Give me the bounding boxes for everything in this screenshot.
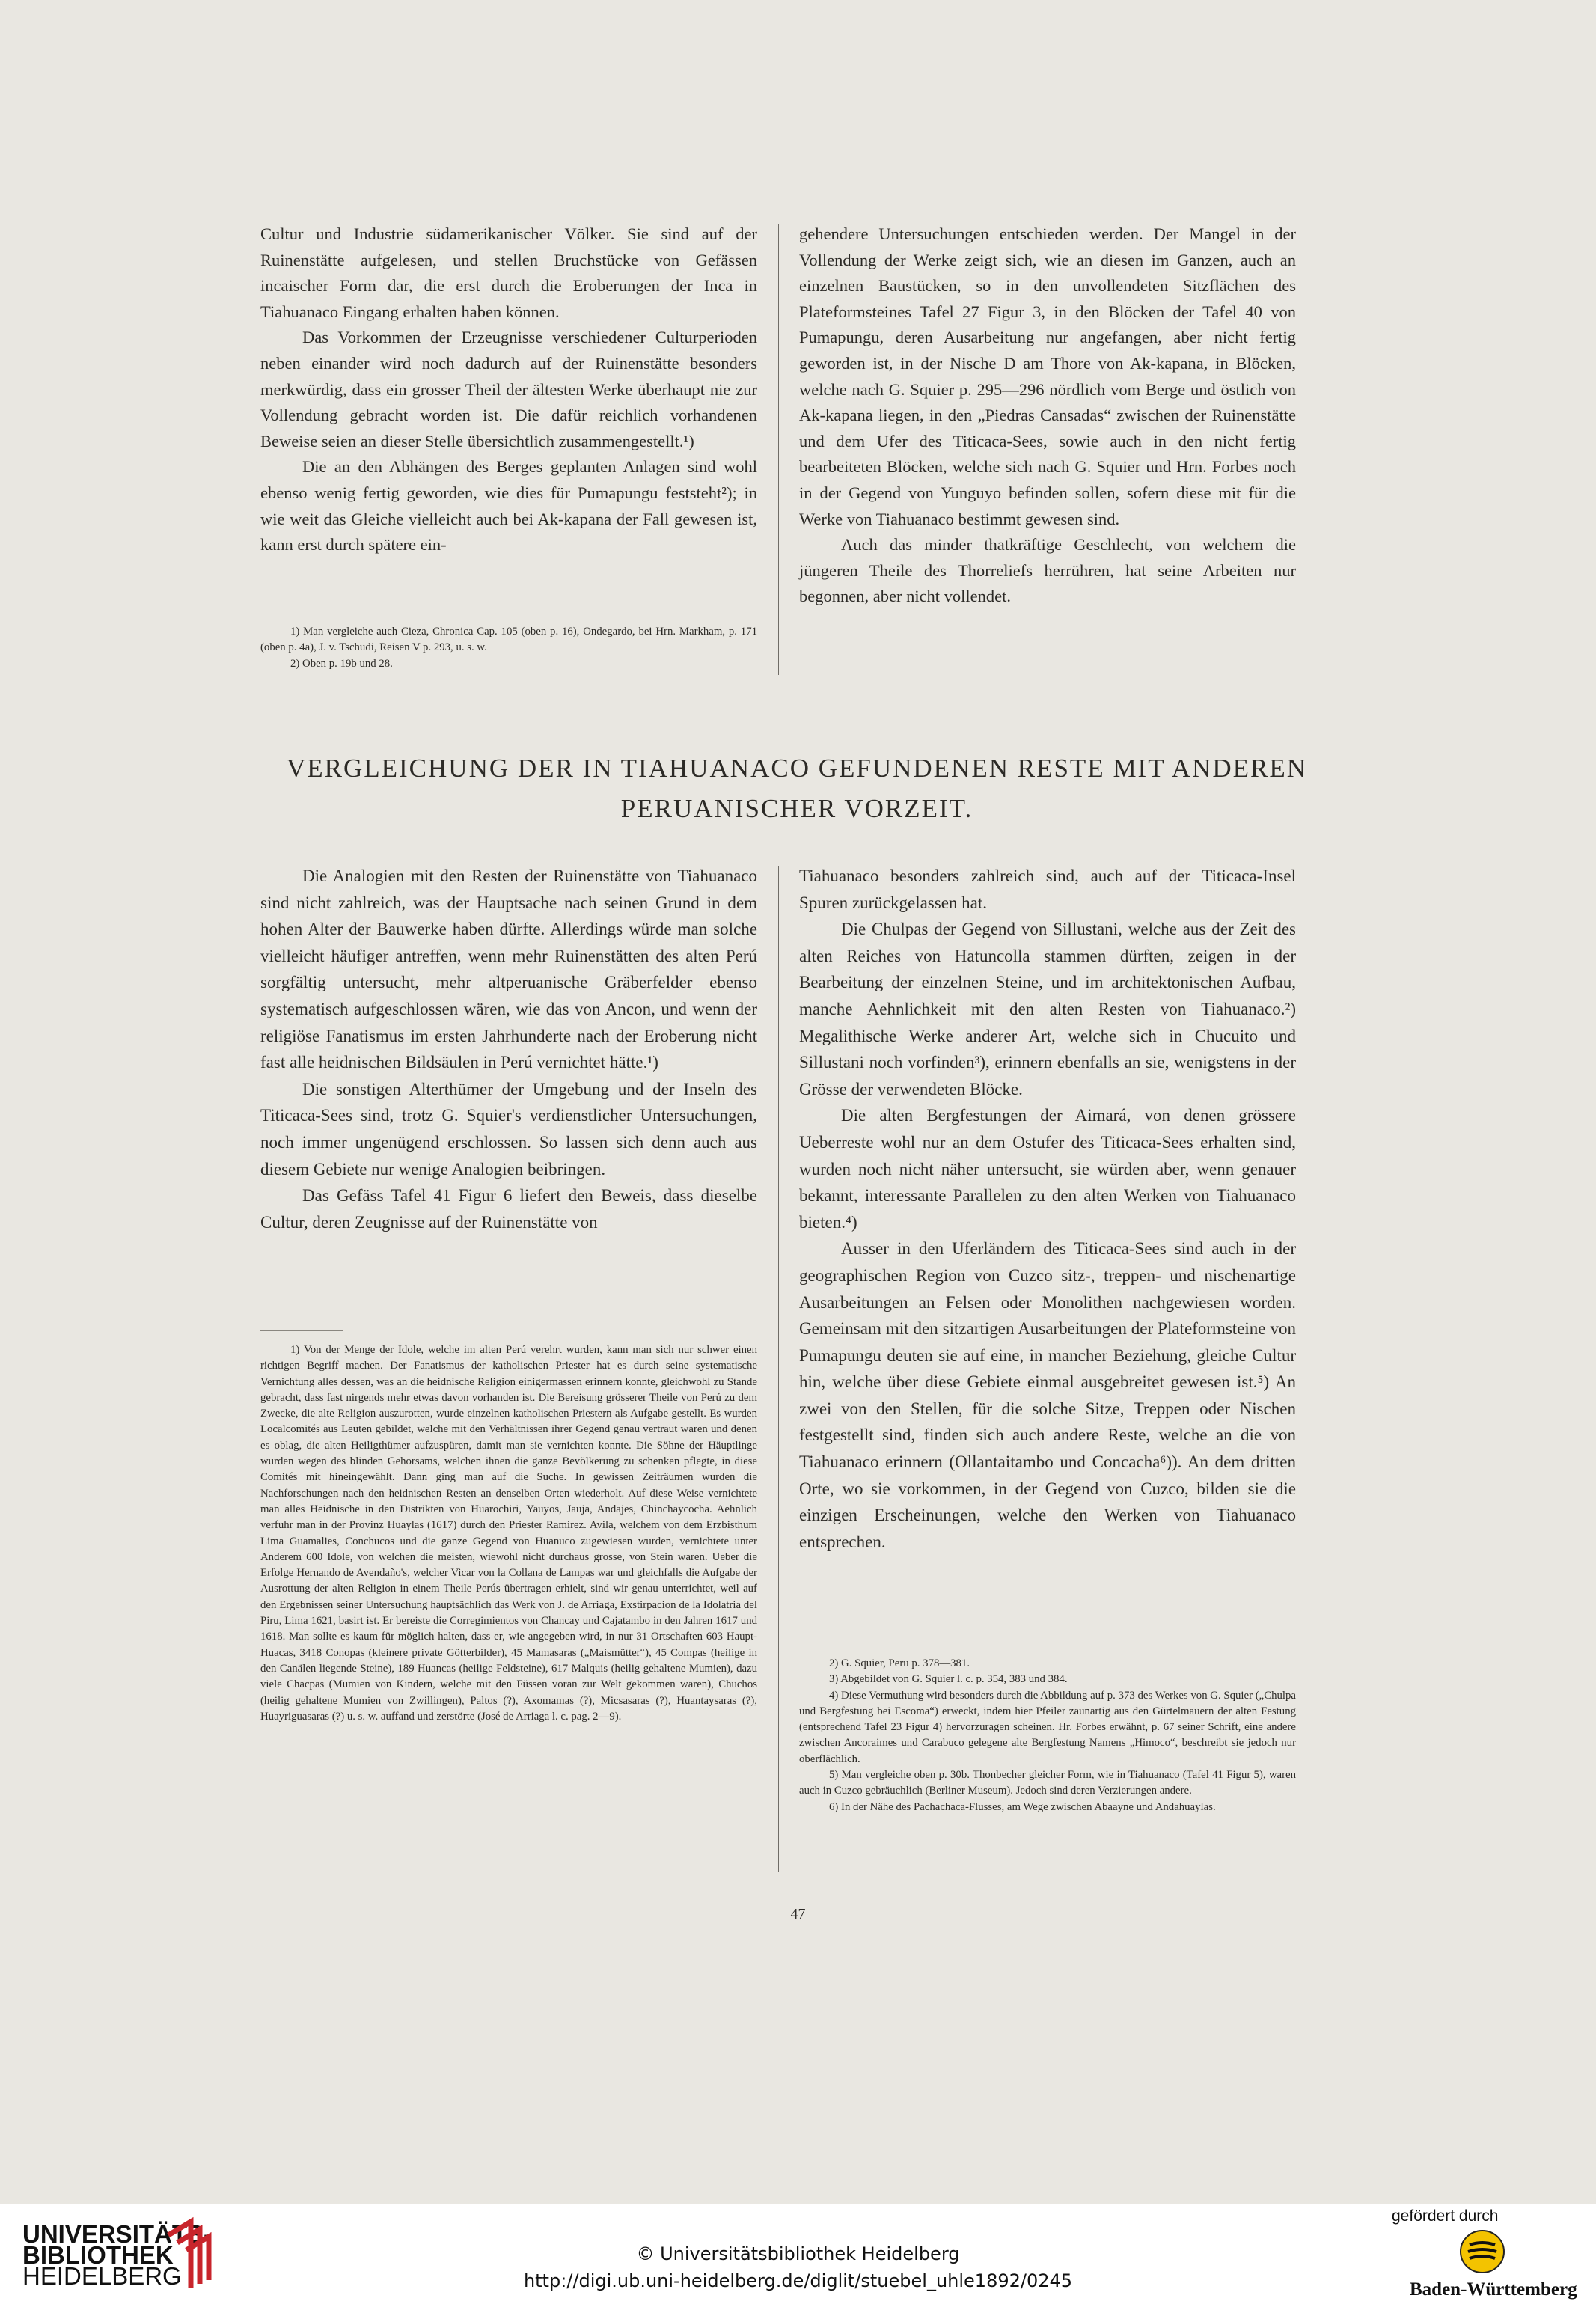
footnote: 5) Man vergleiche oben p. 30b. Thonbecher gleicher Form, wie in Tiahuanaco (Tafel 41 Figur 5), waren auch in Cuzco gebräuchlich (Berliner Museum). Jedoch sind deren Verzierungen andere.: [799, 1769, 1296, 1797]
funded-by-label: gefördert durch: [1392, 2207, 1499, 2225]
permalink-url[interactable]: http://digi.ub.uni-heidelberg.de/diglit/stuebel_uhle1892/0245: [523, 2270, 1073, 2291]
footnote-rule: [260, 1330, 343, 1331]
library-name-line: UNIVERSITÄTS-: [22, 2220, 213, 2248]
heading-line: VERGLEICHUNG DER IN TIAHUANACO GEFUNDENEN RESTE MIT ANDEREN: [286, 754, 1307, 783]
bottom-right-footnotes: [799, 1656, 1296, 1815]
bottom-left-column: [260, 863, 757, 1235]
column-separator: [778, 224, 779, 675]
top-left-column: [260, 221, 757, 558]
column-separator: [778, 866, 779, 1872]
paragraph: Die Analogien mit den Resten der Ruinenstätte von Tiahuanaco sind nicht zahlreich, was der Hauptsache nach seinen Grund in dem hohen Alter der Bauwerke haben dürfte. Allerdings würde man solche vielleicht häufiger antreffen, wenn mehr Ruinenstätten des alten Perú sorgfältig untersucht, mehr altperuanische Gräberfelder ebenso systematisch aufgeschlossen wären, wie das von Ancon, und wenn der religiöse Fanatismus im ersten Jahrhunderte nach der Eroberung nicht fast alle heidnischen Bildsäulen in Perú vernichtet hätte.¹): [260, 867, 757, 1072]
paragraph: Cultur und Industrie südamerikanischer Völker. Sie sind auf der Ruinenstätte aufgelesen, und stellen Bruchstücke von Gefässen incaischer Form dar, die erst durch die Eroberungen der Inca in Tiahuanaco Eingang erhalten haben können.: [260, 224, 757, 321]
footnote: 6) In der Nähe des Pachachaca-Flusses, am Wege zwischen Abaayne und Andahuaylas.: [829, 1800, 1216, 1813]
paragraph: Ausser in den Uferländern des Titicaca-Sees sind auch in der geographischen Region von Cuzco sitz-, treppen- und nischenartige Ausarbeitungen an Felsen oder Monolithen nachgewiesen worden. Gemeinsam mit den sitzartigen Ausarbeitungen der Plateformsteine von Pumapungu deuten sie auf eine, in mancher Beziehung, gleiche Cultur hin, welche über diese Gebiete einmal ausgebreitet gewesen ist.⁵) An zwei von den Stellen, für die solche Sitze, Treppen oder Nischen festgestellt sind, finden sich auch andere Reste, welche an die von Tiahuanaco erinnern (Ollantaitambo und Concacha⁶)). An dem dritten Orte, wo sie vorkommen, in der Gegend von Cuzco, bilden sie die einzigen Erscheinungen, welche den Werken von Tiahuanaco entsprechen.: [799, 1239, 1296, 1551]
paragraph: Das Gefäss Tafel 41 Figur 6 liefert den Beweis, dass dieselbe Cultur, deren Zeugnisse auf der Ruinenstätte von: [260, 1186, 757, 1232]
state-crest-icon: [1459, 2228, 1505, 2275]
paragraph: Tiahuanaco besonders zahlreich sind, auch auf der Titicaca-Insel Spuren zurückgelassen hat.: [799, 867, 1296, 912]
library-name-line: BIBLIOTHEK: [22, 2241, 174, 2269]
footnote: 1) Man vergleiche auch Cieza, Chronica Cap. 105 (oben p. 16), Ondegardo, bei Hrn. Markham, p. 171 (oben p. 4a), J. v. Tschudi, Reisen V p. 293, u. s. w.: [260, 626, 757, 654]
paragraph: Die Chulpas der Gegend von Sillustani, welche aus der Zeit des alten Reiches von Hatuncolla stammen dürften, zeigen in der Bearbeitung der einzelnen Steine, und im architektonischen Aufbau, manche Aehnlichkeit mit den alten Resten von Tiahuanaco.²) Megalithische Werke anderer Art, welche sich in Chucuito und Sillustani noch vorfinden³), erinnern ebenfalls an sie, wenigstens in der Grösse der verwendeten Blöcke.: [799, 920, 1296, 1099]
paragraph: Die sonstigen Alterthümer der Umgebung und der Inseln des Titicaca-Sees sind, trotz G. Squier's verdienstlicher Untersuchungen, noch immer ungenügend erschlossen. So lassen sich denn auch aus diesem Gebiete nur wenige Analogien beibringen.: [260, 1079, 757, 1179]
paragraph: Das Vorkommen der Erzeugnisse verschiedener Culturperioden neben einander wird noch dadurch auf der Ruinenstätte besonders merkwürdig, dass ein grosser Theil der ältesten Werke überhaupt nie zur Vollendung gebracht worden ist. Die dafür reichlich vorhandenen Beweise seien an dieser Stelle übersichtlich zusammengestellt.¹): [260, 328, 757, 450]
bottom-left-footnotes: [260, 1342, 757, 1725]
bottom-right-column: [799, 863, 1296, 1555]
sponsor-name[interactable]: Baden-Württemberg: [1410, 2279, 1577, 2300]
footnote: 4) Diese Vermuthung wird besonders durch die Abbildung auf p. 373 des Werkes von G. Squier („Chulpa und Bergfestung bei Escoma“) erweckt, indem hier Pfeiler zaunartig aus den Gürtelmauern der alten Festung (entsprechend Tafel 23 Figur 4) hervorzuragen scheinen. Hr. Forbes erwähnt, p. 67 seiner Schrift, eine andere zwischen Ancoraimes und Carabuco gelegene alte Bergfestung Namens „Himoco“, beschreibt sie jedoch nur oberflächlich.: [799, 1689, 1296, 1765]
paragraph: gehendere Untersuchungen entschieden werden. Der Mangel in der Vollendung der Werke zeigt sich, wie an diesen im Ganzen, auch an einzelnen Baustücken, so in den unvollendeten Sitzflächen des Plateformsteines Tafel 27 Figur 3, in den Blöcken der Tafel 40 von Pumapungu, deren Ausarbeitung nur angefangen, aber nicht fertig geworden ist, in der Nische D am Thore von Ak-kapana, in Blöcken, welche nach G. Squier p. 295—296 nördlich vom Berge und östlich von Ak-kapana liegen, in den „Piedras Cansadas“ zwischen der Ruinenstätte und dem Ufer des Titicaca-Sees, sowie auch in den nicht fertig bearbeiteten Blöcken, welche sich nach G. Squier und Hrn. Forbes noch in der Gegend von Yunguyo befinden sollen, sofern diese mit für die Werke von Tiahuanaco bestimmt gewesen sind.: [799, 224, 1296, 528]
footnote: 1) Von der Menge der Idole, welche im alten Perú verehrt wurden, kann man sich nur schwer einen richtigen Begriff machen. Der Fanatismus der katholischen Priester hat es durch seine systematische Vernichtung alles dessen, was an die heidnische Religion einigermassen erinnern konnte, gleichwohl zu Stande gebracht, dass fast nirgends mehr etwas davon vorhanden ist. Die Bereisung grösserer Theile von Perú zu dem Zwecke, die alte Religion auszurotten, wurde einzelnen katholischen Priestern als Aufgabe gestellt. Es wurden Localcomités aus Leuten gebildet, welche mit den Verhältnissen ihrer Gegend genau vertraut waren und denen es oblag, die alten Heiligthümer aufzuspüren, damit man sie vernichten konnte. Die Söhne der Häuptlinge wurden wegen des blinden Gehorsams, welchen ihnen die ganze Bevölkerung zu schenken pflegte, in diese Comités mit hineingewählt. Dann ging man auf die Suche. In gewissen Zeiträumen wurden die Nachforschungen nach den heidnischen Resten an denselben Orten wiederholt. Auf diese Weise vernichtete man alles Heidnische in den Distrikten von Huarochiri, Yauyos, Jauja, Andajes, Chinchaycocha. Aehnlich verfuhr man in der Provinz Huaylas (1617) durch den Priester Ramirez. Avila, welchem von dem Erzbisthum Lima Guamalies, Conchucos und die ganze Gegend von Huanuco zugewiesen wurden, vernichtete unter Anderem 600 Idole, von welchen die meisten, wiewohl nicht durchaus grosse, von Stein waren. Ueber die Erfolge Hernando de Avendaño's, welcher Vicar von la Collana de Lampas war und gleichfalls die Aufgabe der Ausrottung der alten Religion in einem Theile Perús übertragen erhielt, sind wir genau unterrichtet, weil auf den Ergebnissen seiner Untersuchung hauptsächlich das Werk von J. de Arriaga, Exstirpacion de la Idolatria del Piru, Lima 1621, basirt ist. Er bereiste die Corregimientos von Chancay und Cajatambo in den Jahren 1617 und 1618. Man sollte es kaum für möglich halten, dass er, wie angegeben wird, in nur 31 Ortschaften 603 Haupt-Huacas, 3418 Conopas (kleinere private Götterbilder), 45 Mamasaras („Maismütter“), 45 Compas (heilige in den Canälen liegende Steine), 189 Huancas (heilige Feldsteine), 617 Malquis (heilig gehaltene Mumien), dazu viele Chacpas (Mumien von Kindern, welche mit den Füssen voran zur Welt gekommen waren), Chuchos (heilig gehaltene Mumien von Zwillingen), Paltos (?), Axomamas (?), Micsasaras (?), Huantaysaras (?), Huayriguasaras (?) u. s. w. auffand und zerstörte (José de Arriaga l. c. pag. 2—9).: [260, 1344, 757, 1723]
paragraph: Die an den Abhängen des Berges geplanten Anlagen sind wohl ebenso wenig fertig geworden, wie dies für Pumapungu feststeht²); in wie weit das Gleiche vielleicht auch bei Ak-kapana der Fall gewesen ist, kann erst durch spätere ein-: [260, 457, 757, 554]
footnote: 2) G. Squier, Peru p. 378—381.: [829, 1657, 970, 1669]
footnote: 2) Oben p. 19b und 28.: [290, 657, 393, 670]
library-name-line: HEIDELBERG: [22, 2262, 182, 2290]
heading-line: PERUANISCHER VORZEIT.: [620, 794, 973, 823]
copyright-text: © Universitätsbibliothek Heidelberg: [636, 2243, 960, 2264]
top-right-column: [799, 221, 1296, 610]
paragraph: Die alten Bergfestungen der Aimará, von denen grössere Ueberreste wohl nur an dem Ostufer des Titicaca-Sees erhalten sind, wurden noch nicht näher untersucht, sie würden aber, wenn genauer bekannt, interessante Parallelen zu den alten Werken von Tiahuanaco bieten.⁴): [799, 1106, 1296, 1232]
page-number: 47: [790, 1906, 806, 1922]
footnote: 3) Abgebildet von G. Squier l. c. p. 354, 383 und 384.: [829, 1673, 1068, 1686]
section-heading: [224, 748, 1369, 829]
paragraph: Auch das minder thatkräftige Geschlecht, von welchem die jüngeren Theile des Thorreliefs herrühren, hat seine Arbeiten nur begonnen, aber nicht vollendet.: [799, 535, 1296, 606]
top-left-footnotes: [260, 624, 757, 672]
